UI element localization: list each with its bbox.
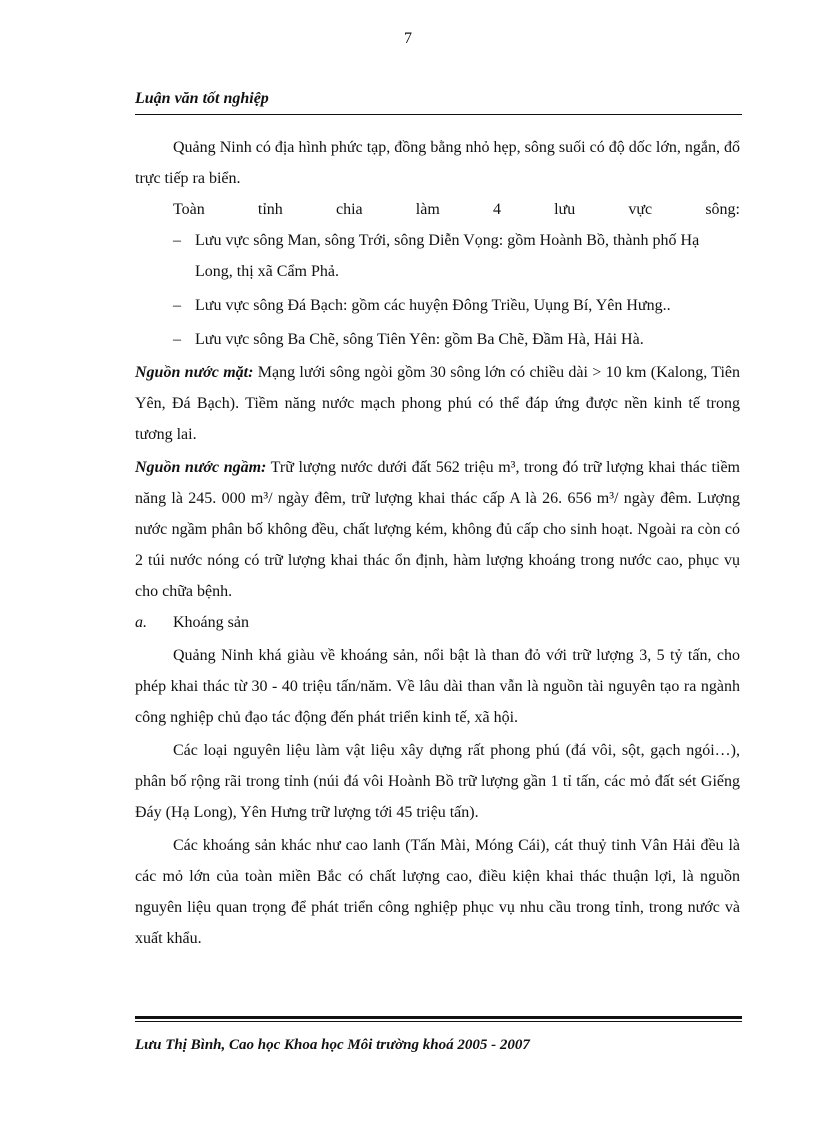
dash-bullet: – <box>173 331 181 348</box>
footer-divider-thin <box>135 1021 742 1022</box>
dash-bullet: – <box>173 297 181 314</box>
list-item-text: Lưu vực sông Man, sông Trới, sông Diễn Vọng: gồm Hoành Bồ, thành phố Hạ Long, thị xã Cẩm Phả. <box>195 232 700 280</box>
paragraph-river-basins-intro: Toàn tỉnh chia làm 4 lưu vực sông: <box>173 201 740 218</box>
paragraph-minerals-coal: Quảng Ninh khá giàu về khoáng sản, nổi bật là than đỏ với trữ lượng 3, 5 tỷ tấn, cho phép khai thác từ 30 - 40 triệu tấn/năm. Về lâu dài than vẫn là nguồn tài nguyên tạo ra ngành công nghiệp chủ đạo tác động đến phát triển kinh tế, xã hội. <box>135 647 740 726</box>
running-header-title: Luận văn tốt nghiệp <box>135 90 269 107</box>
list-item-text: Lưu vực sông Ba Chẽ, sông Tiên Yên: gồm Ba Chẽ, Đầm Hà, Hải Hà. <box>195 331 644 348</box>
list-item <box>135 290 740 321</box>
surface-water-text: Mạng lưới sông ngòi gồm 30 sông lớn có chiều dài > 10 km (Kalong, Tiên Yên, Đá Bạch). Tiềm năng nước mạch phong phú có thể đáp ứng được nền kinh tế trong tương lai. <box>135 364 741 443</box>
ground-water-text: Trữ lượng nước dưới đất 562 triệu m³, trong đó trữ lượng khai thác tiềm năng là 245. 000 m³/ ngày đêm, trữ lượng khai thác cấp A là 26. 656 m³/ ngày đêm. Lượng nước ngầm phân bố không đều, chất lượng kém, không đủ cấp cho sinh hoạt. Ngoài ra còn có 2 túi nước nóng có trữ lượng khai thác ổn định, hàm lượng khoáng trong nước cao, phục vụ cho chữa bệnh. <box>135 459 740 600</box>
header-divider <box>135 114 742 115</box>
section-letter: a. <box>135 614 147 631</box>
paragraph-surface-water <box>135 357 740 450</box>
paragraph-minerals-other: Các khoáng sản khác như cao lanh (Tấn Mài, Móng Cái), cát thuỷ tinh Vân Hải đều là các mỏ lớn của toàn miền Bắc có chất lượng cao, điều kiện khai thác thuận lợi, là nguồn nguyên liệu quan trọng để phát triển công nghiệp phục vụ nhu cầu trong tỉnh, trong nước và xuất khẩu. <box>135 837 740 947</box>
footer-author-line: Lưu Thị Bình, Cao học Khoa học Môi trường khoá 2005 - 2007 <box>135 1037 530 1053</box>
paragraph-minerals-construction: Các loại nguyên liệu làm vật liệu xây dựng rất phong phú (đá vôi, sột, gạch ngói…), phân bố rộng rãi trong tỉnh (núi đá vôi Hoành Bồ trữ lượng gần 1 tỉ tấn, các mỏ đất sét Giếng Đáy (Hạ Long), Yên Hưng trữ lượng tới 45 triệu tấn). <box>135 742 740 821</box>
list-item <box>135 225 740 287</box>
section-heading-minerals <box>135 607 740 638</box>
footer-divider-thick <box>135 1016 742 1019</box>
page-number: 7 <box>404 30 412 47</box>
paragraph-terrain: Quảng Ninh có địa hình phức tạp, đồng bằng nhỏ hẹp, sông suối có độ dốc lớn, ngắn, đổ trực tiếp ra biển. <box>135 139 740 187</box>
paragraph-ground-water <box>135 452 740 607</box>
dash-bullet: – <box>173 232 181 249</box>
main-text <box>135 132 740 954</box>
section-title: Khoáng sản <box>173 614 249 631</box>
surface-water-label: Nguồn nước mặt: <box>135 364 254 381</box>
list-item <box>135 324 740 355</box>
ground-water-label: Nguồn nước ngầm: <box>135 459 267 476</box>
list-item-text: Lưu vực sông Đá Bạch: gồm các huyện Đông Triều, Uụng Bí, Yên Hưng.. <box>195 297 671 314</box>
